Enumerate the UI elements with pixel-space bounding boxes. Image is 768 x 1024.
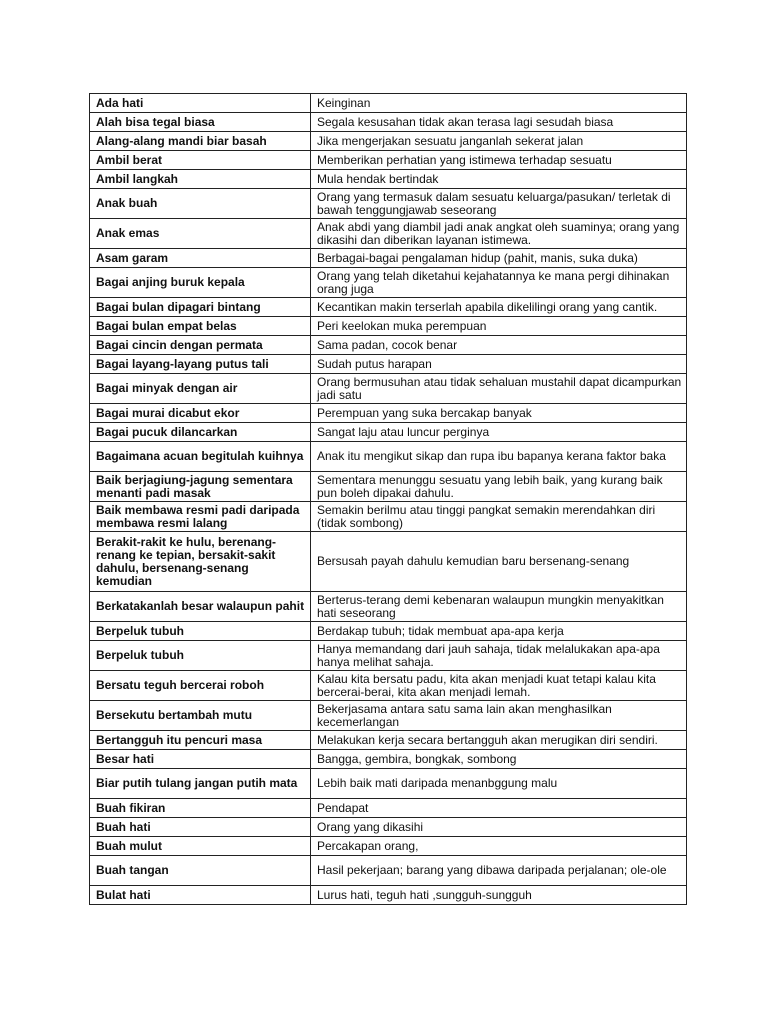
term-cell: Buah mulut xyxy=(90,837,311,856)
table-row xyxy=(90,818,687,837)
meaning-cell: Jika mengerjakan sesuatu janganlah sekerat jalan xyxy=(311,132,687,151)
meaning-cell: Anak abdi yang diambil jadi anak angkat oleh suaminya; orang yang dikasihi dan diberikan layanan istimewa. xyxy=(311,219,687,249)
table-row xyxy=(90,769,687,799)
term-cell: Bagai minyak dengan air xyxy=(90,374,311,404)
term-cell: Bersekutu bertambah mutu xyxy=(90,701,311,731)
table-row xyxy=(90,268,687,298)
table-row xyxy=(90,423,687,442)
term-cell: Bagai bulan dipagari bintang xyxy=(90,298,311,317)
peribahasa-table xyxy=(89,93,687,905)
term-cell: Baik membawa resmi padi daripada membawa resmi lalang xyxy=(90,502,311,532)
term-cell: Bertangguh itu pencuri masa xyxy=(90,731,311,750)
table-row xyxy=(90,799,687,818)
term-cell: Ada hati xyxy=(90,94,311,113)
term-cell: Ambil langkah xyxy=(90,170,311,189)
table-row xyxy=(90,298,687,317)
meaning-cell: Orang yang dikasihi xyxy=(311,818,687,837)
term-cell: Baik berjagiung-jagung sementara menanti padi masak xyxy=(90,472,311,502)
term-cell: Buah fikiran xyxy=(90,799,311,818)
term-cell: Berpeluk tubuh xyxy=(90,641,311,671)
meaning-cell: Hasil pekerjaan; barang yang dibawa daripada perjalanan; ole-ole xyxy=(311,856,687,886)
table-row xyxy=(90,151,687,170)
table-row xyxy=(90,442,687,472)
meaning-cell: Pendapat xyxy=(311,799,687,818)
meaning-cell: Orang yang termasuk dalam sesuatu keluarga/pasukan/ terletak di bawah tenggungjawab seseorang xyxy=(311,189,687,219)
meaning-cell: Sangat laju atau luncur perginya xyxy=(311,423,687,442)
term-cell: Bagai anjing buruk kepala xyxy=(90,268,311,298)
term-cell: Anak emas xyxy=(90,219,311,249)
table-row xyxy=(90,502,687,532)
meaning-cell: Semakin berilmu atau tinggi pangkat semakin merendahkan diri (tidak sombong) xyxy=(311,502,687,532)
meaning-cell: Bangga, gembira, bongkak, sombong xyxy=(311,750,687,769)
table-row xyxy=(90,132,687,151)
term-cell: Buah hati xyxy=(90,818,311,837)
table-row xyxy=(90,189,687,219)
meaning-cell: Berdakap tubuh; tidak membuat apa-apa kerja xyxy=(311,622,687,641)
table-row xyxy=(90,731,687,750)
table-row xyxy=(90,856,687,886)
table-row xyxy=(90,701,687,731)
table-row xyxy=(90,374,687,404)
meaning-cell: Memberikan perhatian yang istimewa terhadap sesuatu xyxy=(311,151,687,170)
meaning-cell: Sudah putus harapan xyxy=(311,355,687,374)
table-row xyxy=(90,641,687,671)
meaning-cell: Bekerjasama antara satu sama lain akan menghasilkan kecemerlangan xyxy=(311,701,687,731)
term-cell: Asam garam xyxy=(90,249,311,268)
table-row xyxy=(90,472,687,502)
meaning-cell: Keinginan xyxy=(311,94,687,113)
term-cell: Bulat hati xyxy=(90,886,311,905)
term-cell: Biar putih tulang jangan putih mata xyxy=(90,769,311,799)
term-cell: Berpeluk tubuh xyxy=(90,622,311,641)
table-body xyxy=(90,94,687,905)
table-row xyxy=(90,750,687,769)
meaning-cell: Mula hendak bertindak xyxy=(311,170,687,189)
meaning-cell: Sementara menunggu sesuatu yang lebih baik, yang kurang baik pun boleh dipakai dahulu. xyxy=(311,472,687,502)
table-row xyxy=(90,94,687,113)
meaning-cell: Melakukan kerja secara bertangguh akan merugikan diri sendiri. xyxy=(311,731,687,750)
term-cell: Ambil berat xyxy=(90,151,311,170)
meaning-cell: Kalau kita bersatu padu, kita akan menjadi kuat tetapi kalau kita bercerai-berai, kita akan menjadi lemah. xyxy=(311,671,687,701)
term-cell: Bagaimana acuan begitulah kuihnya xyxy=(90,442,311,472)
meaning-cell: Orang yang telah diketahui kejahatannya ke mana pergi dihinakan orang juga xyxy=(311,268,687,298)
table-row xyxy=(90,886,687,905)
meaning-cell: Berbagai-bagai pengalaman hidup (pahit, manis, suka duka) xyxy=(311,249,687,268)
meaning-cell: Perempuan yang suka bercakap banyak xyxy=(311,404,687,423)
meaning-cell: Lebih baik mati daripada menanbggung malu xyxy=(311,769,687,799)
table-row xyxy=(90,170,687,189)
term-cell: Alang-alang mandi biar basah xyxy=(90,132,311,151)
term-cell: Bagai pucuk dilancarkan xyxy=(90,423,311,442)
term-cell: Berkatakanlah besar walaupun pahit xyxy=(90,592,311,622)
meaning-cell: Bersusah payah dahulu kemudian baru bersenang-senang xyxy=(311,532,687,592)
table-row xyxy=(90,249,687,268)
meaning-cell: Sama padan, cocok benar xyxy=(311,336,687,355)
table-row xyxy=(90,404,687,423)
meaning-cell: Hanya memandang dari jauh sahaja, tidak melalukakan apa-apa hanya melihat sahaja. xyxy=(311,641,687,671)
table-row xyxy=(90,336,687,355)
table-row xyxy=(90,622,687,641)
meaning-cell: Lurus hati, teguh hati ,sungguh-sungguh xyxy=(311,886,687,905)
term-cell: Bersatu teguh bercerai roboh xyxy=(90,671,311,701)
table-row xyxy=(90,317,687,336)
term-cell: Alah bisa tegal biasa xyxy=(90,113,311,132)
table-row xyxy=(90,219,687,249)
meaning-cell: Segala kesusahan tidak akan terasa lagi sesudah biasa xyxy=(311,113,687,132)
term-cell: Bagai cincin dengan permata xyxy=(90,336,311,355)
table-row xyxy=(90,113,687,132)
meaning-cell: Kecantikan makin terserlah apabila dikelilingi orang yang cantik. xyxy=(311,298,687,317)
term-cell: Bagai layang-layang putus tali xyxy=(90,355,311,374)
table-row xyxy=(90,355,687,374)
meaning-cell: Peri keelokan muka perempuan xyxy=(311,317,687,336)
meaning-cell: Percakapan orang, xyxy=(311,837,687,856)
table-row xyxy=(90,592,687,622)
term-cell: Buah tangan xyxy=(90,856,311,886)
table-row xyxy=(90,837,687,856)
term-cell: Bagai murai dicabut ekor xyxy=(90,404,311,423)
term-cell: Berakit-rakit ke hulu, berenang-renang ke tepian, bersakit-sakit dahulu, bersenang-senang kemudian xyxy=(90,532,311,592)
term-cell: Bagai bulan empat belas xyxy=(90,317,311,336)
meaning-cell: Anak itu mengikut sikap dan rupa ibu bapanya kerana faktor baka xyxy=(311,442,687,472)
table-row xyxy=(90,532,687,592)
term-cell: Anak buah xyxy=(90,189,311,219)
table-row xyxy=(90,671,687,701)
meaning-cell: Berterus-terang demi kebenaran walaupun mungkin menyakitkan hati seseorang xyxy=(311,592,687,622)
term-cell: Besar hati xyxy=(90,750,311,769)
meaning-cell: Orang bermusuhan atau tidak sehaluan mustahil dapat dicampurkan jadi satu xyxy=(311,374,687,404)
